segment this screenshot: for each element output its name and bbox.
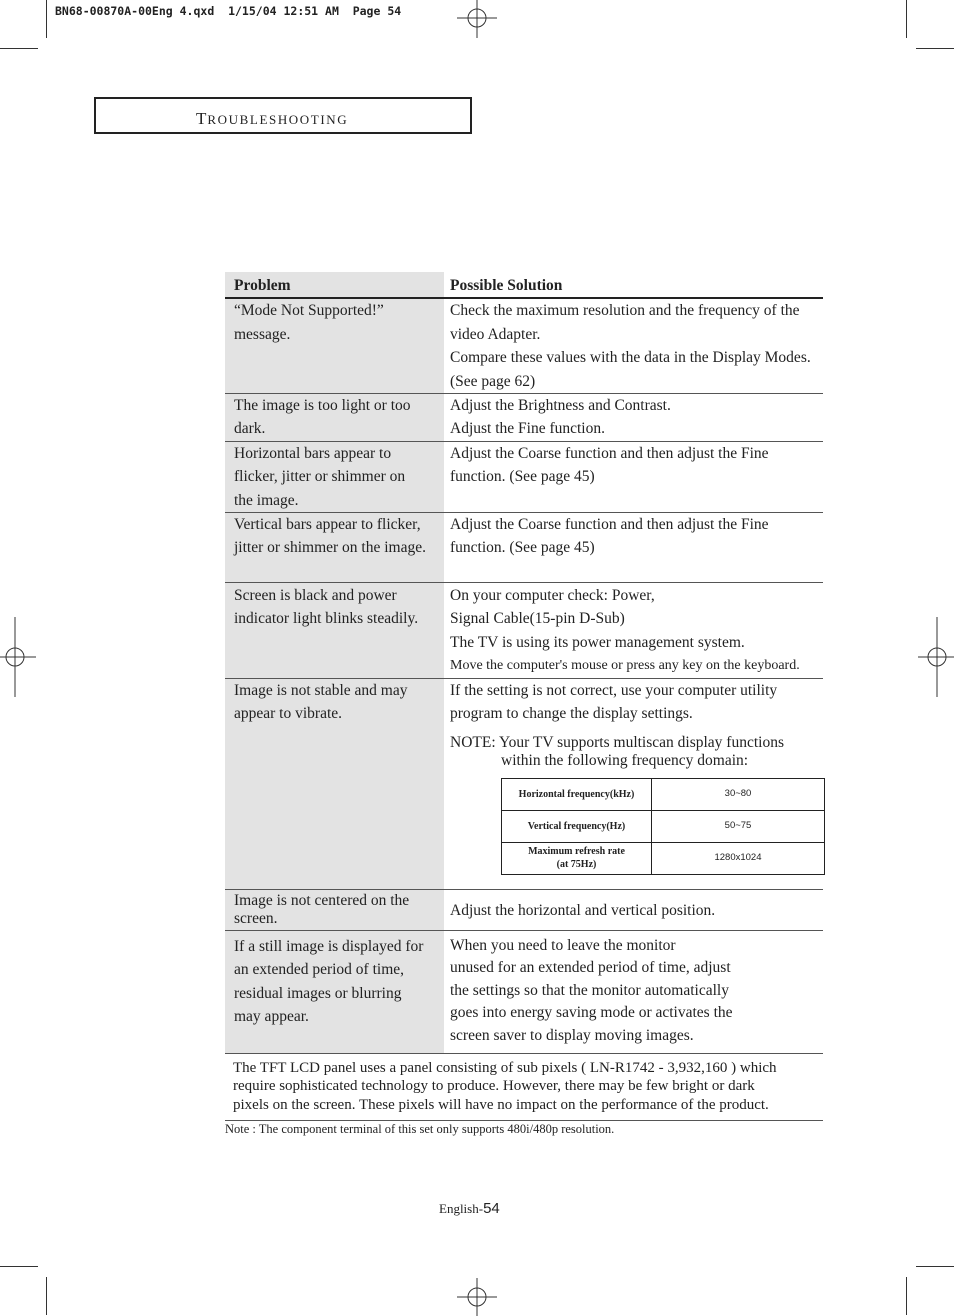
table-row [225, 583, 823, 679]
table-row [225, 299, 823, 394]
registration-mark-icon [457, 0, 497, 40]
frequency-row [502, 842, 825, 874]
crop-mark [46, 1277, 47, 1315]
table-row [225, 442, 823, 513]
section-title: TROUBLESHOOTING [196, 109, 349, 128]
table-row [225, 931, 823, 1054]
troubleshooting-table [225, 272, 823, 1121]
solution-column-header: Possible Solution [450, 277, 563, 294]
frequency-label: Vertical frequency(Hz) [502, 810, 652, 842]
problem-cell: The image is too light or too dark. [225, 394, 444, 441]
frequency-row [502, 778, 825, 810]
problem-cell: Image is not stable and may appear to vibrate. [225, 679, 444, 889]
crop-mark [906, 1277, 907, 1315]
frequency-value: 1280x1024 [652, 842, 825, 874]
crop-mark [0, 1266, 38, 1267]
solution-cell: Adjust the Coarse function and then adjust the Fine function. (See page 45) [450, 516, 769, 557]
solution-cell: When you need to leave the monitor unused for an extended period of time, adjust the settings so that the monitor automatically goes into energy saving mode or activates the screen saver to display moving images. [450, 936, 733, 1044]
frequency-label: Horizontal frequency(kHz) [502, 778, 652, 810]
crop-mark [906, 0, 907, 38]
frequency-table [501, 778, 825, 875]
crop-mark [0, 48, 38, 49]
crop-mark [916, 1266, 954, 1267]
frequency-label: Maximum refresh rate (at 75Hz) [502, 842, 652, 874]
frequency-value: 30~80 [652, 778, 825, 810]
page-number: English-54 [439, 1200, 500, 1217]
lcd-panel-note: The TFT LCD panel uses a panel consisting of sub pixels ( LN-R1742 - 3,932,160 ) which require sophisticated technology to produce. However, there may be few bright or dark pixels on the screen. These pixels will have no impact on the performance of the product. [225, 1054, 823, 1122]
component-terminal-note: Note : The component terminal of this set only supports 480i/480p resolution. [225, 1122, 615, 1136]
problem-column-header: Problem [225, 272, 444, 297]
registration-mark-icon [918, 617, 954, 697]
solution-cell: If the setting is not correct, use your computer utility program to change the display settings. NOTE: Your TV supports multiscan display functions within the following frequency domain: Horizontal frequency(kHz) 30~80 Vertical frequency(Hz) 50~75 Maximum refresh rate (at 75Hz) 1280x1024 [444, 679, 823, 889]
table-row [225, 890, 823, 931]
crop-mark [46, 0, 47, 38]
multiscan-note: NOTE: Your TV supports multiscan display functions within the following frequency domain: [450, 733, 784, 769]
problem-cell: Horizontal bars appear to flicker, jitter or shimmer on the image. [225, 442, 444, 512]
frequency-row [502, 810, 825, 842]
problem-cell: If a still image is displayed for an extended period of time, residual images or blurring may appear. [225, 931, 444, 1053]
problem-cell: “Mode Not Supported!” message. [225, 299, 444, 393]
registration-mark-icon [457, 1276, 497, 1316]
problem-cell: Vertical bars appear to flicker, jitter or shimmer on the image. [225, 513, 444, 582]
problem-cell: Screen is black and power indicator light blinks steadily. [225, 583, 444, 678]
solution-cell: Adjust the Brightness and Contrast. Adjust the Fine function. [450, 397, 671, 438]
file-slug: BN68-00870A-00Eng 4.qxd 1/15/04 12:51 AM Page 54 [55, 4, 402, 18]
frequency-value: 50~75 [652, 810, 825, 842]
solution-cell: On your computer check: Power, Signal Cable(15-pin D-Sub) The TV is using its power management system. Move the computer's mouse or press any key on the keyboard. [450, 587, 800, 674]
table-row [225, 394, 823, 442]
table-row [225, 513, 823, 583]
solution-cell: Adjust the horizontal and vertical position. [450, 901, 716, 919]
solution-cell: Adjust the Coarse function and then adjust the Fine function. (See page 45) [450, 444, 769, 486]
problem-cell: Image is not centered on the screen. [225, 890, 444, 930]
crop-mark [916, 48, 954, 49]
solution-cell: Check the maximum resolution and the frequency of the video Adapter. Compare these values with the data in the Display Modes. (See page 62) [450, 302, 811, 390]
table-row [225, 679, 823, 890]
table-header-row [225, 272, 823, 299]
section-header-box [94, 97, 472, 134]
registration-mark-icon [0, 617, 36, 697]
